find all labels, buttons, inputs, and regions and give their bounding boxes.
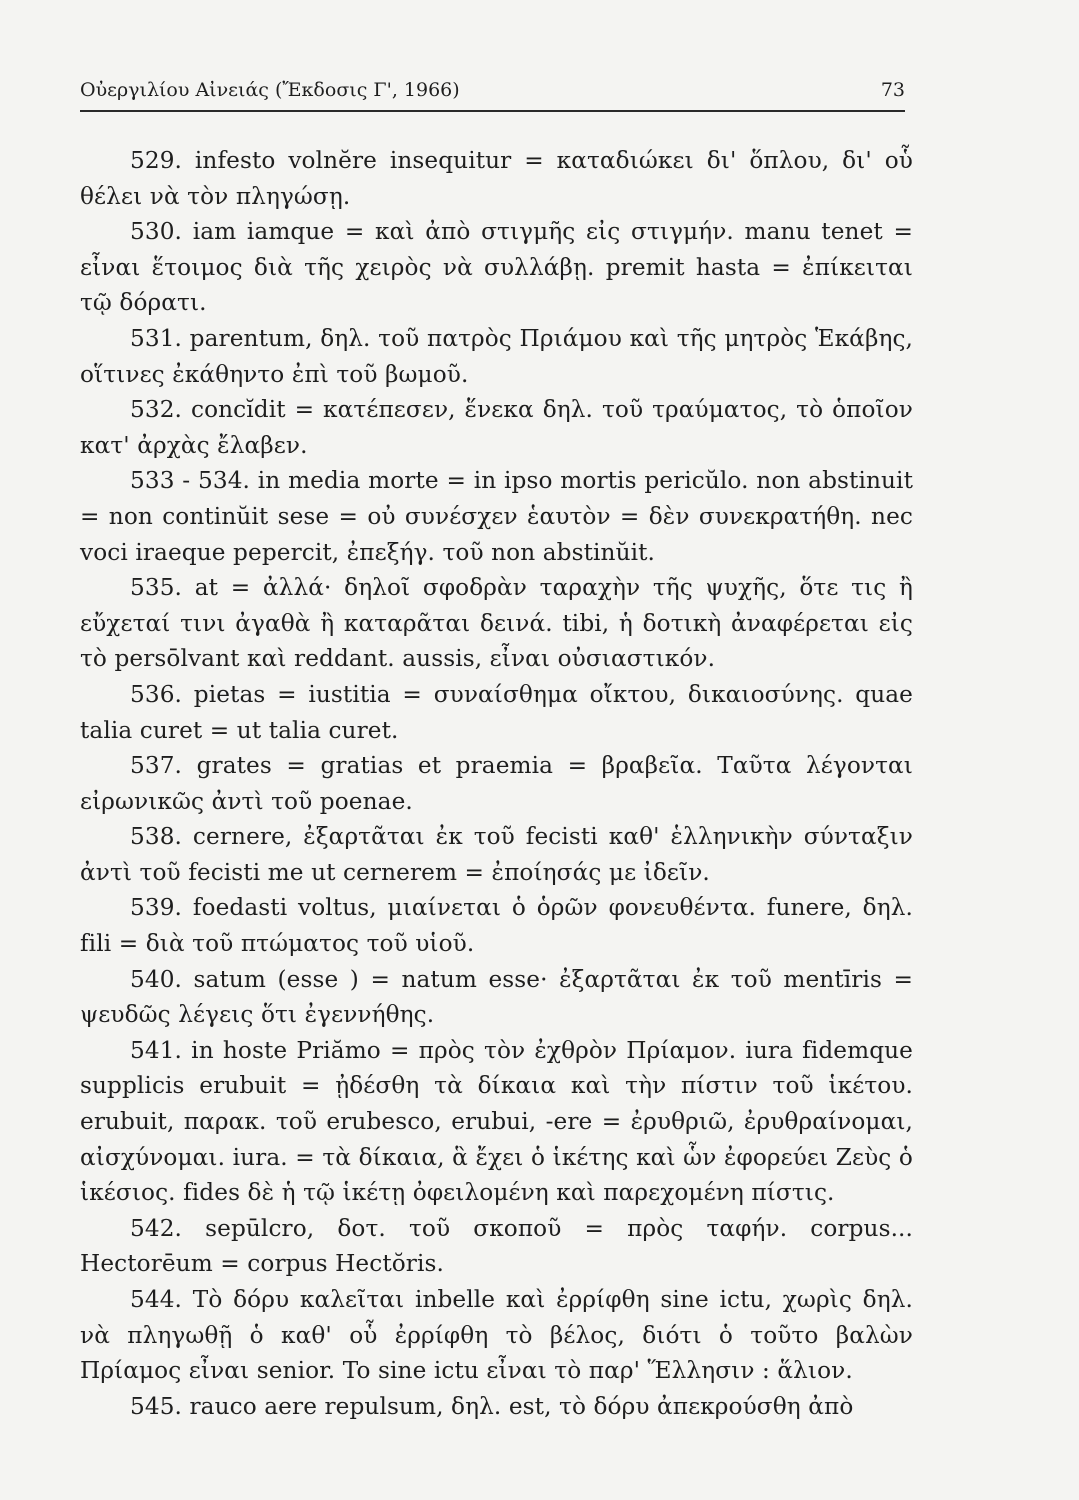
entry-540: 540. satum (esse ) = natum esse· ἐξαρτᾶται ἐκ τοῦ mentīris = ψευδῶς λέγεις ὅτι ἐγεννήθης.	[80, 965, 913, 1029]
entry-535: 535. at = ἀλλά· δηλοῖ σφοδρὰν ταραχὴν τῆς ψυχῆς, ὅτε τις ἢ εὔχεταί τινι ἀγαθὰ ἢ καταρᾶται δεινά. tibi, ἡ δοτικὴ ἀναφέρεται εἰς τὸ persōlvant καὶ reddant. aussis, εἶναι οὐσιαστικόν.	[80, 574, 913, 673]
header-title: Οὐεργιλίου Αἰνειάς (Ἔκδοσις Γ', 1966)	[80, 79, 460, 101]
entry-538: 538. cernere, ἐξαρτᾶται ἐκ τοῦ fecisti καθ' ἑλληνικὴν σύνταξιν ἀντὶ τοῦ fecisti me ut cernerem = ἐποίησάς με ἰδεῖν.	[80, 823, 913, 886]
entry-544: 544. Τὸ δόρυ καλεῖται inbelle καὶ ἐρρίφθη sine ictu, χωρὶς δηλ. νὰ πληγωθῇ ὁ καθ' οὗ ἐρρίφθη τὸ βέλος, διότι ὁ τοῦτο βαλὼν Πρίαμος εἶναι senior. To sine ictu εἶναι τὸ παρ' Ἕλλησιν : ἅλιον.	[80, 1286, 913, 1385]
entry-529: 529. infesto volnĕre insequitur = καταδιώκει δι' ὅπλου, δι' οὗ θέλει νὰ τὸν πληγώσῃ.	[80, 147, 913, 210]
entry-536: 536. pietas = iustitia = συναίσθημα οἴκτου, δικαιοσύνης. quae talia curet = ut talia curet.	[80, 680, 913, 744]
entry-537: 537. grates = gratias et praemia = βραβεῖα. Ταῦτα λέγονται εἰρωνικῶς ἀντὶ τοῦ poenae.	[80, 752, 913, 815]
commentary-body	[80, 143, 913, 1424]
entry-539: 539. foedasti voltus, μιαίνεται ὁ ὁρῶν φονευθέντα. funere, δηλ. fili = διὰ τοῦ πτώματος τοῦ υἱοῦ.	[80, 894, 913, 958]
entry-541: 541. in hoste Priămo = πρὸς τὸν ἐχθρὸν Πρίαμον. iura fidemque supplicis erubuit = ᾐδέσθη τὰ δίκαια καὶ τὴν πίστιν τοῦ ἱκέτου. erubuit, παρακ. τοῦ erubesco, erubui, -ere = ἐρυθριῶ, ἐρυθραίνομαι, αἰσχύνομαι. iura. = τὰ δίκαια, ἃ ἔχει ὁ ἱκέτης καὶ ὧν ἐφορεύει Ζεὺς ὁ ἱκέσιος. fides δὲ ἡ τῷ ἱκέτῃ ὀφειλομένη καὶ παρεχομένη πίστις.	[80, 1036, 913, 1207]
page-number: 73	[880, 79, 905, 101]
entry-542: 542. sepūlcro, δοτ. τοῦ σκοποῦ = πρὸς ταφήν. corpus... Hectorēum = corpus Hectŏris.	[80, 1214, 913, 1278]
entry-533-534: 533 - 534. in media morte = in ipso mortis pericŭlo. non abstinuit = non continŭit sese = οὐ συνέσχεν ἑαυτὸν = δὲν συνεκρατήθη. nec voci iraeque pepercit, ἐπεξήγ. τοῦ non abstinŭit.	[80, 467, 913, 566]
entry-530: 530. iam iamque = καὶ ἀπὸ στιγμῆς εἰς στιγμήν. manu tenet = εἶναι ἕτοιμος διὰ τῆς χειρὸς νὰ συλλάβῃ. premit hasta = ἐπίκειται τῷ δόρατι.	[80, 218, 913, 317]
entry-531: 531. parentum, δηλ. τοῦ πατρὸς Πριάμου καὶ τῆς μητρὸς Ἑκάβης, οἵτινες ἐκάθηντο ἐπὶ τοῦ βωμοῦ.	[80, 324, 913, 388]
entry-532: 532. concĭdit = κατέπεσεν, ἕνεκα δηλ. τοῦ τραύματος, τὸ ὁποῖον κατ' ἀρχὰς ἔλαβεν.	[80, 396, 913, 459]
entry-545: 545. rauco aere repulsum, δηλ. est, τὸ δόρυ ἀπεκρούσθη ἀπὸ	[130, 1392, 854, 1420]
running-header	[80, 76, 905, 112]
